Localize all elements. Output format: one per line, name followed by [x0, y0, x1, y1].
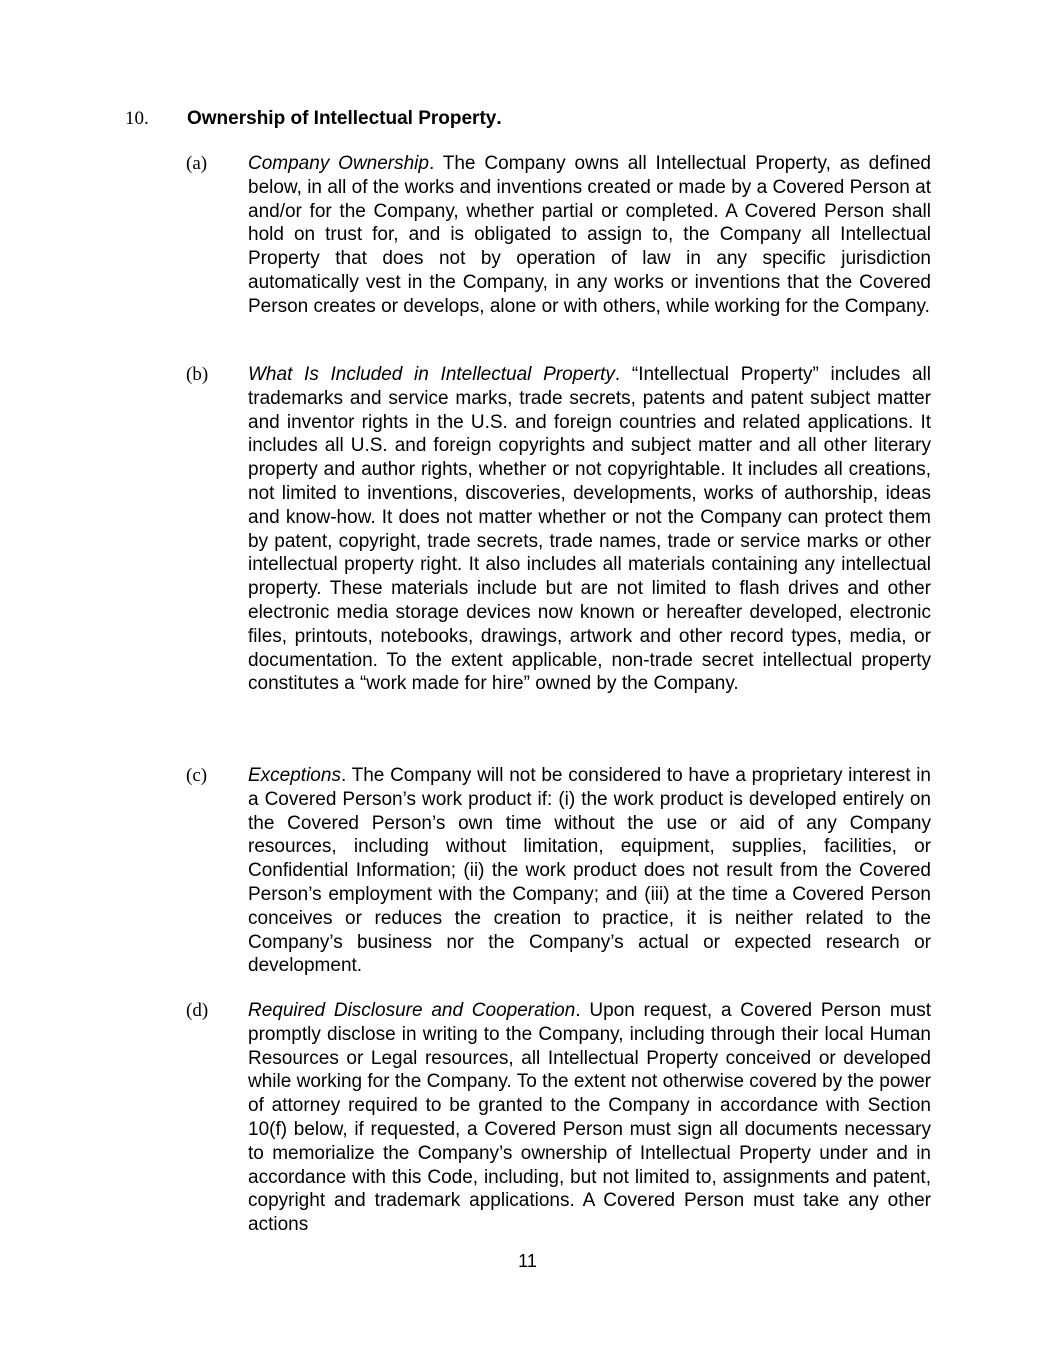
paragraph-heading: What Is Included in Intellectual Property [248, 364, 615, 385]
paragraph-label: (d) [186, 1000, 209, 1021]
section-title-suffix: . [496, 108, 502, 129]
paragraph-label: (a) [186, 153, 208, 174]
page-number: 11 [518, 1251, 537, 1271]
paragraph-text [248, 363, 931, 696]
paragraph-text [248, 152, 931, 319]
paragraph-label: (b) [186, 364, 209, 385]
section-title: Ownership of Intellectual Property [187, 108, 497, 129]
paragraph-heading: Exceptions [248, 765, 341, 786]
paragraph-body: . “Intellectual Property” includes all trademarks and service marks, trade secrets, patents and patent subject matter and inventor rights in the U.S. and foreign countries and related applications. It includes all U.S. and foreign copyrights and subject matter and all other literary property and author rights, whether or not copyrightable. It includes all creations, not limited to inventions, discoveries, developments, works of authorship, ideas and know-how. It does not matter whether or not the Company can protect them by patent, copyright, trade secrets, trade names, trade or service marks or other intellectual property right. It also includes all materials containing any intellectual property. These materials include but are not limited to flash drives and other electronic media storage devices now known or hereafter developed, electronic files, printouts, notebooks, drawings, artwork and other record types, media, or documentation. To the extent applicable, non-trade secret intellectual property constitutes a “work made for hire” owned by the Company. [248, 364, 931, 695]
section-title-wrap [187, 107, 502, 131]
paragraph-body: . Upon request, a Covered Person must promptly disclose in writing to the Company, including through their local Human Resources or Legal resources, all Intellectual Property conceived or developed while working for the Company. To the extent not otherwise covered by the power of attorney required to be granted to the Company in accordance with Section 10(f) below, if requested, a Covered Person must sign all documents necessary to memorialize the Company’s ownership of Intellectual Property under and in accordance with this Code, including, but not limited to, assignments and patent, copyright and trademark applications. A Covered Person must take any other actions [248, 1000, 931, 1236]
paragraph-heading: Required Disclosure and Cooperation [248, 1000, 576, 1021]
section-number: 10. [125, 108, 149, 129]
paragraph-text [248, 764, 931, 978]
paragraph-label: (c) [186, 765, 208, 786]
paragraph-text [248, 999, 931, 1237]
paragraph-heading: Company Ownership [248, 153, 429, 174]
paragraph-body: . The Company owns all Intellectual Property, as defined below, in all of the works and inventions created or made by a Covered Person at and/or for the Company, whether partial or completed. A Covered Person shall hold on trust for, and is obligated to assign to, the Company all Intellectual Property that does not by operation of law in any specific jurisdiction automatically vest in the Company, in any works or inventions that the Covered Person creates or develops, alone or with others, while working for the Company. [248, 153, 931, 317]
paragraph-body: . The Company will not be considered to have a proprietary interest in a Covered Person’s work product if: (i) the work product is developed entirely on the Covered Person’s own time without the use or aid of any Company resources, including without limitation, equipment, supplies, facilities, or Confidential Information; (ii) the work product does not result from the Covered Person’s employment with the Company; and (iii) at the time a Covered Person conceives or reduces the creation to practice, it is neither related to the Company’s business nor the Company’s actual or expected research or development. [248, 765, 931, 977]
